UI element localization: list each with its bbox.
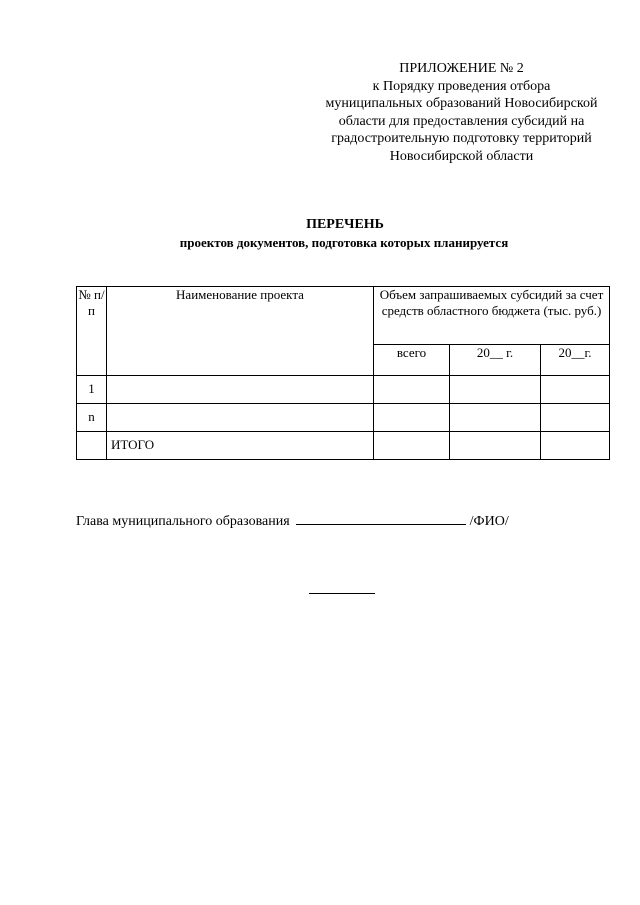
document-subtitle: проектов документов, подготовка которых планируется [179, 235, 509, 250]
signature-name-placeholder: /ФИО/ [469, 514, 509, 529]
row-num: 1 [77, 376, 107, 404]
row-year-2 [541, 404, 610, 432]
projects-table [76, 286, 610, 460]
header-subsidy: Объем запрашиваемых субсидий за счет средств областного бюджета (тыс. руб.) [374, 287, 610, 345]
row-num [77, 432, 107, 460]
header-num: № п/п [77, 287, 107, 376]
document-title: ПЕРЕЧЕНЬ [306, 217, 384, 232]
header-project-name: Наименование проекта [107, 287, 374, 376]
row-year-1 [450, 376, 541, 404]
appendix-line: градостроительную подготовку территорий [331, 131, 592, 146]
header-year-2: 20__г. [541, 345, 610, 376]
appendix-title: ПРИЛОЖЕНИЕ № 2 [399, 61, 524, 76]
header-total: всего [374, 345, 450, 376]
row-year-1 [450, 432, 541, 460]
row-total [374, 404, 450, 432]
table-row-total [77, 432, 610, 460]
row-year-2 [541, 376, 610, 404]
appendix-line: Новосибирской области [389, 148, 534, 164]
row-year-1 [450, 404, 541, 432]
row-year-2 [541, 432, 610, 460]
row-project-name [107, 376, 374, 404]
row-project-name [107, 404, 374, 432]
table-row [77, 404, 610, 432]
title-block [0, 216, 640, 251]
appendix-line: муниципальных образований Новосибирской [325, 96, 598, 111]
table-row [77, 376, 610, 404]
appendix-line: области для предоставления субсидий на [338, 113, 585, 129]
appendix-block [300, 60, 623, 165]
signature-line [76, 510, 509, 531]
row-total [374, 432, 450, 460]
appendix-line: к Порядку проведения отбора [372, 78, 551, 94]
header-year-1: 20__ г. [450, 345, 541, 376]
row-num: n [77, 404, 107, 432]
end-divider [309, 593, 375, 594]
row-total [374, 376, 450, 404]
row-total-label: ИТОГО [107, 432, 374, 460]
signature-blank [296, 510, 466, 525]
signature-label: Глава муниципального образования [76, 514, 290, 529]
